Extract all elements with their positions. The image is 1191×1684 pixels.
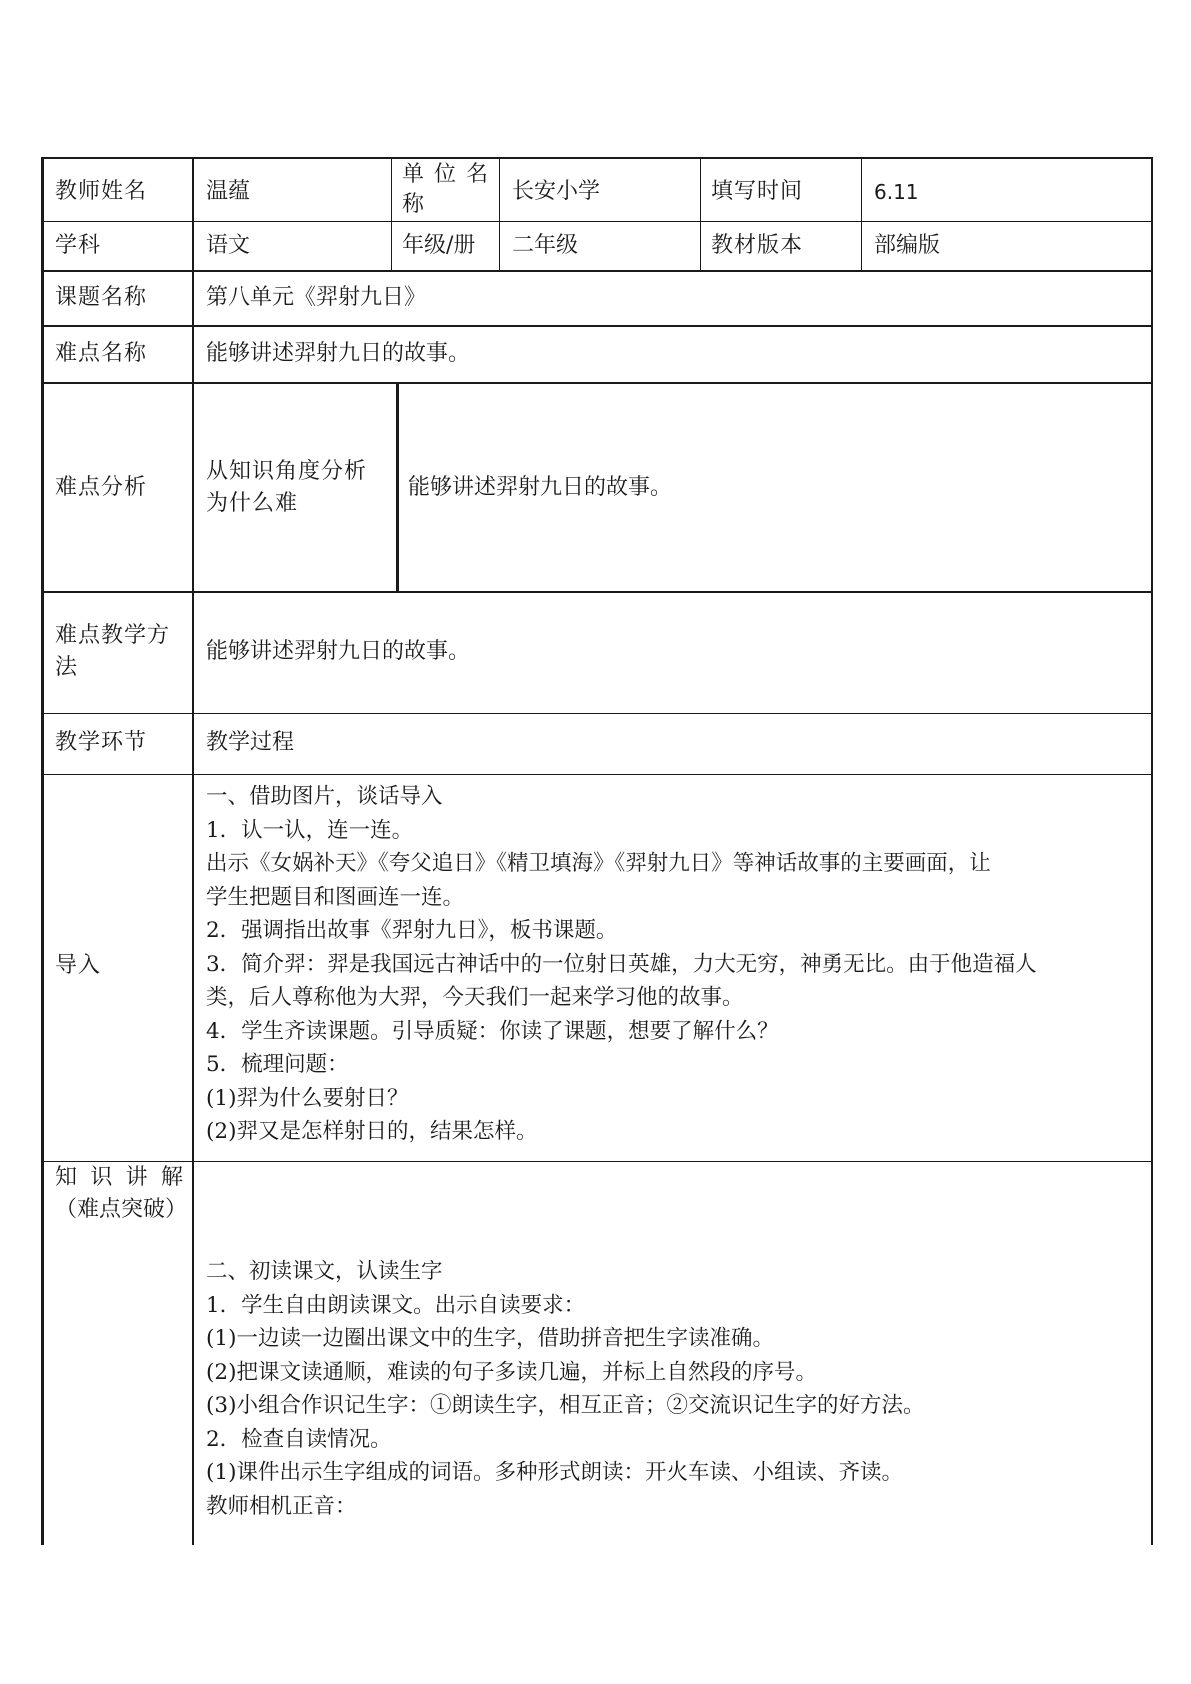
table-border-left: [41, 157, 44, 1545]
intro-line: 1．认一认，连一连。: [206, 817, 414, 843]
fill-time-label: 填写时间: [711, 179, 804, 204]
knowledge-line: (1)课件出示生字组成的词语。多种形式朗读：开火车读、小组读、齐读。: [206, 1460, 903, 1485]
knowledge-line: 1．学生自由朗读课文。出示自读要求：: [206, 1292, 586, 1318]
table-border-top: [41, 157, 1153, 159]
grade-label: 年级/册: [402, 233, 476, 258]
knowledge-line: 教师相机正音：: [206, 1493, 357, 1519]
row-divider: [41, 270, 1153, 272]
knowledge-line: (1)一边读一边圈出课文中的生字，借助拼音把生字读准确。: [206, 1326, 774, 1351]
topic-label: 课题名称: [55, 285, 148, 310]
intro-line: 出示《女娲补天》《夸父追日》《精卫填海》《羿射九日》等神话故事的主要画面，让: [206, 851, 991, 876]
intro-content: [206, 780, 1146, 1149]
intro-line: 一、借助图片，谈话导入: [206, 784, 443, 809]
teacher-name-label: 教师姓名: [55, 179, 148, 204]
knowledge-line: 二、初读课文，认读生字: [206, 1259, 443, 1284]
method-label: 难点教学方法: [55, 623, 171, 680]
knowledge-label: 知识讲解（难点突破）: [55, 1165, 188, 1222]
row-divider: [41, 382, 1153, 384]
intro-line: (1)羿为什么要射日？: [206, 1085, 409, 1111]
process-header-value: 教学过程: [206, 730, 295, 755]
col-divider: [700, 157, 701, 271]
row-divider: [41, 1161, 1153, 1162]
knowledge-line: (3)小组合作识记生字：①朗读生字，相互正音；②交流识记生字的好方法。: [206, 1393, 925, 1418]
subject-value: 语文: [206, 233, 251, 258]
intro-line: 3．简介羿：羿是我国远古神话中的一位射日英雄，力大无穷，神勇无比。由于他造福人: [206, 951, 1037, 977]
process-stage-label: 教学环节: [55, 730, 148, 755]
label-column-divider: [192, 157, 194, 1545]
edition-value: 部编版: [874, 233, 941, 258]
col-divider: [861, 157, 862, 271]
knowledge-line: 2．检查自读情况。: [206, 1426, 392, 1452]
analysis-value: 能够讲述羿射九日的故事。: [408, 475, 673, 500]
intro-line: 2．强调指出故事《羿射九日》，板书课题。: [206, 918, 618, 943]
intro-line: 4．学生齐读课题。引导质疑：你读了课题，想要了解什么？: [206, 1018, 779, 1044]
intro-line: 类，后人尊称他为大羿，今天我们一起来学习他的故事。: [206, 985, 744, 1010]
teacher-name-value: 温蕴: [206, 179, 251, 204]
fill-time-value: 6.11: [874, 180, 919, 204]
grade-value: 二年级: [512, 233, 579, 258]
analysis-label: 难点分析: [55, 475, 148, 500]
intro-line: 5．梳理问题：: [206, 1052, 349, 1077]
method-value: 能够讲述羿射九日的故事。: [206, 639, 471, 664]
knowledge-line: (2)把课文读通顺，难读的句子多读几遍，并标上自然段的序号。: [206, 1359, 817, 1385]
row-divider: [41, 774, 1153, 775]
edition-label: 教材版本: [711, 233, 804, 258]
unit-name-value: 长安小学: [512, 179, 601, 204]
intro-label: 导入: [55, 953, 102, 978]
col-divider: [391, 157, 392, 271]
col-divider: [499, 157, 500, 271]
intro-line: 学生把题目和图画连一连。: [206, 884, 465, 910]
intro-line: (2)羿又是怎样射日的，结果怎样。: [206, 1119, 538, 1144]
table-border-right: [1151, 157, 1153, 1545]
analysis-sub-label: 从知识角度分析为什么难: [206, 459, 368, 516]
row-divider: [41, 591, 1153, 593]
analysis-col-divider: [396, 382, 399, 593]
knowledge-content: [206, 1255, 1146, 1523]
unit-name-label: 单位名称: [402, 162, 488, 217]
difficulty-label: 难点名称: [55, 341, 148, 366]
topic-value: 第八单元《羿射九日》: [206, 285, 427, 310]
row-divider: [41, 221, 1153, 222]
difficulty-value: 能够讲述羿射九日的故事。: [206, 341, 471, 366]
row-divider: [41, 325, 1153, 327]
row-divider: [41, 713, 1153, 714]
subject-label: 学科: [55, 233, 102, 258]
